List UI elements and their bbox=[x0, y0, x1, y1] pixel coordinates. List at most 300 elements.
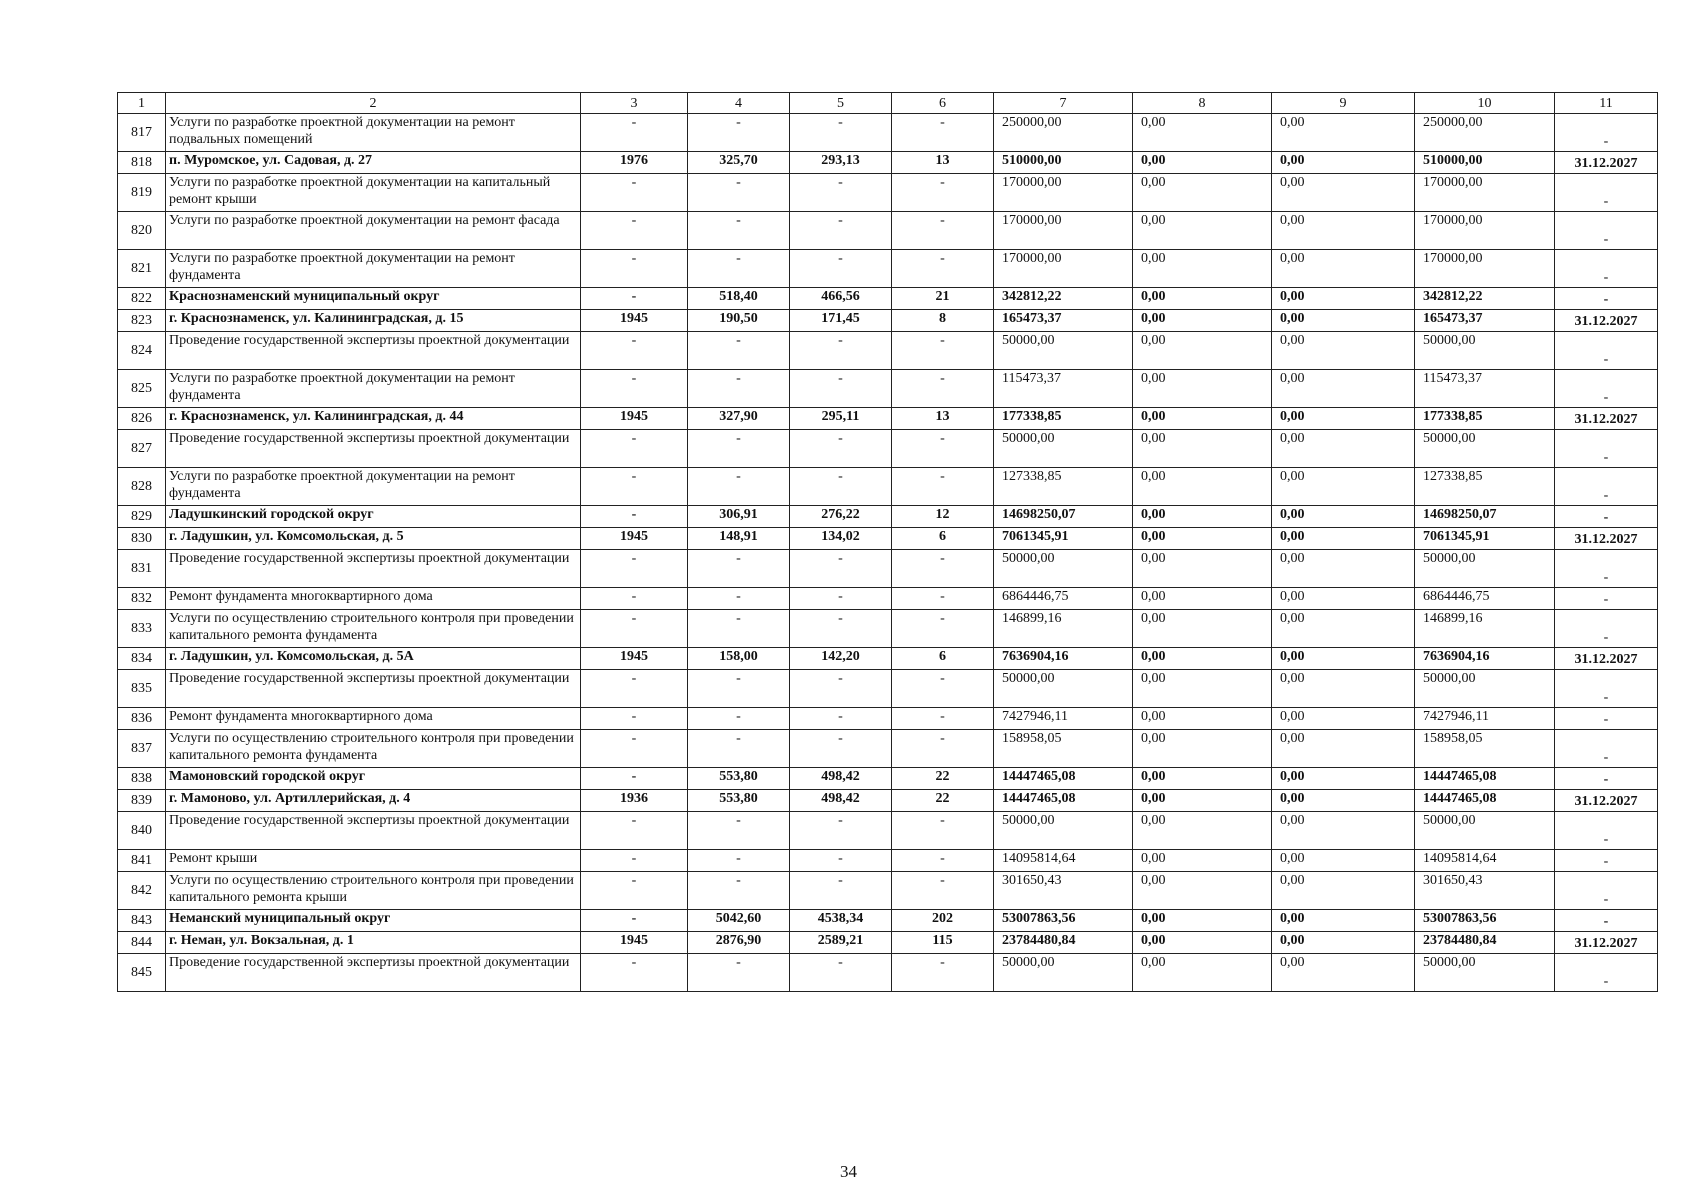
owner-cost-cell: 50000,00 bbox=[1415, 332, 1555, 370]
work-name-cell: Услуги по осуществлению строительного контроля при проведении капитального ремонта фундамента bbox=[166, 610, 581, 648]
row-number-cell: 842 bbox=[118, 872, 166, 910]
completion-date-cell: - bbox=[1555, 730, 1658, 768]
total-area-cell: 306,91 bbox=[688, 506, 790, 528]
row-number-cell: 817 bbox=[118, 114, 166, 152]
living-area-cell: - bbox=[790, 730, 892, 768]
completion-date-cell: - bbox=[1555, 812, 1658, 850]
living-area-cell: 2589,21 bbox=[790, 932, 892, 954]
table-row bbox=[118, 730, 1658, 768]
row-number-cell: 823 bbox=[118, 310, 166, 332]
row-number-cell: 827 bbox=[118, 430, 166, 468]
total-area-cell: - bbox=[688, 954, 790, 992]
header-col-6: 6 bbox=[892, 93, 994, 114]
completion-date-cell: - bbox=[1555, 954, 1658, 992]
table-row bbox=[118, 910, 1658, 932]
fund-cost-cell: 0,00 bbox=[1133, 790, 1272, 812]
owner-cost-cell: 177338,85 bbox=[1415, 408, 1555, 430]
owner-cost-cell: 14698250,07 bbox=[1415, 506, 1555, 528]
fund-cost-cell: 0,00 bbox=[1133, 708, 1272, 730]
living-area-cell: - bbox=[790, 872, 892, 910]
total-cost-cell: 23784480,84 bbox=[994, 932, 1133, 954]
budget-cost-cell: 0,00 bbox=[1272, 506, 1415, 528]
living-area-cell: - bbox=[790, 332, 892, 370]
total-area-cell: - bbox=[688, 850, 790, 872]
year-built-cell: - bbox=[581, 910, 688, 932]
fund-cost-cell: 0,00 bbox=[1133, 174, 1272, 212]
table-row bbox=[118, 250, 1658, 288]
residents-count-cell: - bbox=[892, 872, 994, 910]
total-cost-cell: 14698250,07 bbox=[994, 506, 1133, 528]
work-name-cell: Проведение государственной экспертизы проектной документации bbox=[166, 670, 581, 708]
owner-cost-cell: 301650,43 bbox=[1415, 872, 1555, 910]
completion-date-cell: - bbox=[1555, 610, 1658, 648]
row-number-cell: 824 bbox=[118, 332, 166, 370]
year-built-cell: - bbox=[581, 114, 688, 152]
budget-cost-cell: 0,00 bbox=[1272, 370, 1415, 408]
completion-date-cell: - bbox=[1555, 850, 1658, 872]
completion-date-cell: 31.12.2027 bbox=[1555, 790, 1658, 812]
budget-cost-cell: 0,00 bbox=[1272, 408, 1415, 430]
row-number-cell: 831 bbox=[118, 550, 166, 588]
living-area-cell: 4538,34 bbox=[790, 910, 892, 932]
completion-date-cell: 31.12.2027 bbox=[1555, 310, 1658, 332]
fund-cost-cell: 0,00 bbox=[1133, 768, 1272, 790]
year-built-cell: - bbox=[581, 332, 688, 370]
total-area-cell: - bbox=[688, 872, 790, 910]
owner-cost-cell: 23784480,84 bbox=[1415, 932, 1555, 954]
fund-cost-cell: 0,00 bbox=[1133, 812, 1272, 850]
table-row bbox=[118, 790, 1658, 812]
completion-date-cell: - bbox=[1555, 588, 1658, 610]
table-row bbox=[118, 430, 1658, 468]
total-cost-cell: 177338,85 bbox=[994, 408, 1133, 430]
living-area-cell: 171,45 bbox=[790, 310, 892, 332]
year-built-cell: - bbox=[581, 430, 688, 468]
living-area-cell: - bbox=[790, 670, 892, 708]
budget-cost-cell: 0,00 bbox=[1272, 152, 1415, 174]
header-col-3: 3 bbox=[581, 93, 688, 114]
table-row bbox=[118, 506, 1658, 528]
total-cost-cell: 50000,00 bbox=[994, 670, 1133, 708]
living-area-cell: - bbox=[790, 954, 892, 992]
work-name-cell: п. Муромское, ул. Садовая, д. 27 bbox=[166, 152, 581, 174]
fund-cost-cell: 0,00 bbox=[1133, 550, 1272, 588]
owner-cost-cell: 6864446,75 bbox=[1415, 588, 1555, 610]
budget-cost-cell: 0,00 bbox=[1272, 954, 1415, 992]
work-name-cell: Услуги по осуществлению строительного контроля при проведении капитального ремонта фундамента bbox=[166, 730, 581, 768]
row-number-cell: 845 bbox=[118, 954, 166, 992]
residents-count-cell: 22 bbox=[892, 768, 994, 790]
work-name-cell: Услуги по разработке проектной документации на ремонт фундамента bbox=[166, 250, 581, 288]
budget-cost-cell: 0,00 bbox=[1272, 332, 1415, 370]
total-area-cell: - bbox=[688, 370, 790, 408]
total-cost-cell: 115473,37 bbox=[994, 370, 1133, 408]
budget-cost-cell: 0,00 bbox=[1272, 670, 1415, 708]
total-cost-cell: 7636904,16 bbox=[994, 648, 1133, 670]
owner-cost-cell: 115473,37 bbox=[1415, 370, 1555, 408]
fund-cost-cell: 0,00 bbox=[1133, 588, 1272, 610]
completion-date-cell: - bbox=[1555, 114, 1658, 152]
work-name-cell: г. Мамоново, ул. Артиллерийская, д. 4 bbox=[166, 790, 581, 812]
budget-cost-cell: 0,00 bbox=[1272, 768, 1415, 790]
budget-cost-cell: 0,00 bbox=[1272, 932, 1415, 954]
table-row bbox=[118, 708, 1658, 730]
row-number-cell: 841 bbox=[118, 850, 166, 872]
total-cost-cell: 301650,43 bbox=[994, 872, 1133, 910]
row-number-cell: 844 bbox=[118, 932, 166, 954]
residents-count-cell: 202 bbox=[892, 910, 994, 932]
table-row bbox=[118, 850, 1658, 872]
work-name-cell: г. Краснознаменск, ул. Калининградская, д. 15 bbox=[166, 310, 581, 332]
completion-date-cell: 31.12.2027 bbox=[1555, 408, 1658, 430]
residents-count-cell: 13 bbox=[892, 152, 994, 174]
table-row bbox=[118, 288, 1658, 310]
work-name-cell: Ремонт фундамента многоквартирного дома bbox=[166, 708, 581, 730]
budget-cost-cell: 0,00 bbox=[1272, 610, 1415, 648]
living-area-cell: - bbox=[790, 588, 892, 610]
header-col-5: 5 bbox=[790, 93, 892, 114]
total-cost-cell: 170000,00 bbox=[994, 212, 1133, 250]
residents-count-cell: - bbox=[892, 370, 994, 408]
living-area-cell: - bbox=[790, 812, 892, 850]
fund-cost-cell: 0,00 bbox=[1133, 468, 1272, 506]
owner-cost-cell: 50000,00 bbox=[1415, 550, 1555, 588]
table-row bbox=[118, 310, 1658, 332]
row-number-cell: 836 bbox=[118, 708, 166, 730]
fund-cost-cell: 0,00 bbox=[1133, 872, 1272, 910]
year-built-cell: 1976 bbox=[581, 152, 688, 174]
total-area-cell: 553,80 bbox=[688, 768, 790, 790]
total-area-cell: - bbox=[688, 114, 790, 152]
owner-cost-cell: 165473,37 bbox=[1415, 310, 1555, 332]
fund-cost-cell: 0,00 bbox=[1133, 250, 1272, 288]
work-name-cell: Проведение государственной экспертизы проектной документации bbox=[166, 332, 581, 370]
work-name-cell: Краснознаменский муниципальный округ bbox=[166, 288, 581, 310]
living-area-cell: 293,13 bbox=[790, 152, 892, 174]
total-cost-cell: 53007863,56 bbox=[994, 910, 1133, 932]
living-area-cell: 466,56 bbox=[790, 288, 892, 310]
work-name-cell: г. Неман, ул. Вокзальная, д. 1 bbox=[166, 932, 581, 954]
owner-cost-cell: 14447465,08 bbox=[1415, 790, 1555, 812]
budget-cost-cell: 0,00 bbox=[1272, 430, 1415, 468]
completion-date-cell: - bbox=[1555, 212, 1658, 250]
budget-cost-cell: 0,00 bbox=[1272, 114, 1415, 152]
completion-date-cell: 31.12.2027 bbox=[1555, 528, 1658, 550]
completion-date-cell: - bbox=[1555, 370, 1658, 408]
living-area-cell: - bbox=[790, 370, 892, 408]
completion-date-cell: 31.12.2027 bbox=[1555, 932, 1658, 954]
total-cost-cell: 7427946,11 bbox=[994, 708, 1133, 730]
year-built-cell: - bbox=[581, 468, 688, 506]
completion-date-cell: - bbox=[1555, 872, 1658, 910]
fund-cost-cell: 0,00 bbox=[1133, 408, 1272, 430]
fund-cost-cell: 0,00 bbox=[1133, 310, 1272, 332]
table-row bbox=[118, 332, 1658, 370]
owner-cost-cell: 7636904,16 bbox=[1415, 648, 1555, 670]
total-cost-cell: 50000,00 bbox=[994, 430, 1133, 468]
table-row bbox=[118, 370, 1658, 408]
residents-count-cell: - bbox=[892, 708, 994, 730]
total-area-cell: 553,80 bbox=[688, 790, 790, 812]
total-area-cell: 158,00 bbox=[688, 648, 790, 670]
work-name-cell: Услуги по разработке проектной документации на ремонт фундамента bbox=[166, 468, 581, 506]
row-number-cell: 840 bbox=[118, 812, 166, 850]
total-area-cell: - bbox=[688, 468, 790, 506]
header-col-10: 10 bbox=[1415, 93, 1555, 114]
completion-date-cell: - bbox=[1555, 174, 1658, 212]
work-name-cell: Услуги по разработке проектной документации на ремонт фундамента bbox=[166, 370, 581, 408]
total-cost-cell: 127338,85 bbox=[994, 468, 1133, 506]
total-area-cell: - bbox=[688, 812, 790, 850]
row-number-cell: 837 bbox=[118, 730, 166, 768]
row-number-cell: 819 bbox=[118, 174, 166, 212]
total-cost-cell: 14447465,08 bbox=[994, 790, 1133, 812]
work-name-cell: Проведение государственной экспертизы проектной документации bbox=[166, 954, 581, 992]
total-area-cell: - bbox=[688, 250, 790, 288]
owner-cost-cell: 250000,00 bbox=[1415, 114, 1555, 152]
residents-count-cell: 13 bbox=[892, 408, 994, 430]
total-area-cell: 518,40 bbox=[688, 288, 790, 310]
budget-cost-cell: 0,00 bbox=[1272, 528, 1415, 550]
owner-cost-cell: 170000,00 bbox=[1415, 250, 1555, 288]
total-area-cell: - bbox=[688, 708, 790, 730]
living-area-cell: - bbox=[790, 610, 892, 648]
budget-cost-cell: 0,00 bbox=[1272, 730, 1415, 768]
table-row bbox=[118, 954, 1658, 992]
living-area-cell: - bbox=[790, 212, 892, 250]
work-name-cell: Услуги по разработке проектной документации на капитальный ремонт крыши bbox=[166, 174, 581, 212]
year-built-cell: - bbox=[581, 708, 688, 730]
fund-cost-cell: 0,00 bbox=[1133, 610, 1272, 648]
work-name-cell: Мамоновский городской округ bbox=[166, 768, 581, 790]
fund-cost-cell: 0,00 bbox=[1133, 370, 1272, 408]
row-number-cell: 843 bbox=[118, 910, 166, 932]
total-area-cell: - bbox=[688, 430, 790, 468]
year-built-cell: - bbox=[581, 954, 688, 992]
work-name-cell: Проведение государственной экспертизы проектной документации bbox=[166, 812, 581, 850]
row-number-cell: 833 bbox=[118, 610, 166, 648]
table-row bbox=[118, 648, 1658, 670]
work-name-cell: Ремонт крыши bbox=[166, 850, 581, 872]
living-area-cell: 498,42 bbox=[790, 790, 892, 812]
work-name-cell: Услуги по разработке проектной документации на ремонт фасада bbox=[166, 212, 581, 250]
completion-date-cell: - bbox=[1555, 506, 1658, 528]
fund-cost-cell: 0,00 bbox=[1133, 850, 1272, 872]
table-row bbox=[118, 114, 1658, 152]
living-area-cell: 134,02 bbox=[790, 528, 892, 550]
year-built-cell: - bbox=[581, 610, 688, 648]
living-area-cell: - bbox=[790, 174, 892, 212]
total-cost-cell: 158958,05 bbox=[994, 730, 1133, 768]
year-built-cell: - bbox=[581, 730, 688, 768]
residents-count-cell: - bbox=[892, 212, 994, 250]
column-number-header-row bbox=[118, 93, 1658, 114]
table-row bbox=[118, 152, 1658, 174]
row-number-cell: 818 bbox=[118, 152, 166, 174]
total-cost-cell: 14095814,64 bbox=[994, 850, 1133, 872]
capital-repair-table bbox=[117, 92, 1658, 992]
budget-cost-cell: 0,00 bbox=[1272, 310, 1415, 332]
residents-count-cell: 8 bbox=[892, 310, 994, 332]
year-built-cell: - bbox=[581, 250, 688, 288]
budget-cost-cell: 0,00 bbox=[1272, 872, 1415, 910]
row-number-cell: 832 bbox=[118, 588, 166, 610]
residents-count-cell: - bbox=[892, 670, 994, 708]
year-built-cell: - bbox=[581, 550, 688, 588]
living-area-cell: - bbox=[790, 468, 892, 506]
budget-cost-cell: 0,00 bbox=[1272, 468, 1415, 506]
row-number-cell: 828 bbox=[118, 468, 166, 506]
header-col-4: 4 bbox=[688, 93, 790, 114]
header-col-11: 11 bbox=[1555, 93, 1658, 114]
total-cost-cell: 50000,00 bbox=[994, 954, 1133, 992]
work-name-cell: Проведение государственной экспертизы проектной документации bbox=[166, 550, 581, 588]
residents-count-cell: 21 bbox=[892, 288, 994, 310]
table-row bbox=[118, 768, 1658, 790]
row-number-cell: 835 bbox=[118, 670, 166, 708]
owner-cost-cell: 510000,00 bbox=[1415, 152, 1555, 174]
total-cost-cell: 342812,22 bbox=[994, 288, 1133, 310]
fund-cost-cell: 0,00 bbox=[1133, 648, 1272, 670]
completion-date-cell: - bbox=[1555, 250, 1658, 288]
residents-count-cell: - bbox=[892, 610, 994, 648]
owner-cost-cell: 14447465,08 bbox=[1415, 768, 1555, 790]
fund-cost-cell: 0,00 bbox=[1133, 528, 1272, 550]
owner-cost-cell: 170000,00 bbox=[1415, 212, 1555, 250]
table-row bbox=[118, 872, 1658, 910]
year-built-cell: - bbox=[581, 850, 688, 872]
total-cost-cell: 7061345,91 bbox=[994, 528, 1133, 550]
living-area-cell: - bbox=[790, 850, 892, 872]
work-name-cell: Услуги по осуществлению строительного контроля при проведении капитального ремонта крыши bbox=[166, 872, 581, 910]
residents-count-cell: 22 bbox=[892, 790, 994, 812]
owner-cost-cell: 158958,05 bbox=[1415, 730, 1555, 768]
completion-date-cell: - bbox=[1555, 708, 1658, 730]
total-area-cell: 5042,60 bbox=[688, 910, 790, 932]
completion-date-cell: 31.12.2027 bbox=[1555, 648, 1658, 670]
budget-cost-cell: 0,00 bbox=[1272, 648, 1415, 670]
total-area-cell: - bbox=[688, 332, 790, 370]
work-name-cell: Ремонт фундамента многоквартирного дома bbox=[166, 588, 581, 610]
owner-cost-cell: 50000,00 bbox=[1415, 812, 1555, 850]
fund-cost-cell: 0,00 bbox=[1133, 212, 1272, 250]
header-col-7: 7 bbox=[994, 93, 1133, 114]
work-name-cell: г. Ладушкин, ул. Комсомольская, д. 5 bbox=[166, 528, 581, 550]
row-number-cell: 822 bbox=[118, 288, 166, 310]
fund-cost-cell: 0,00 bbox=[1133, 288, 1272, 310]
residents-count-cell: - bbox=[892, 850, 994, 872]
residents-count-cell: 12 bbox=[892, 506, 994, 528]
table-row bbox=[118, 932, 1658, 954]
budget-cost-cell: 0,00 bbox=[1272, 174, 1415, 212]
budget-cost-cell: 0,00 bbox=[1272, 588, 1415, 610]
fund-cost-cell: 0,00 bbox=[1133, 152, 1272, 174]
fund-cost-cell: 0,00 bbox=[1133, 506, 1272, 528]
completion-date-cell: - bbox=[1555, 550, 1658, 588]
completion-date-cell: - bbox=[1555, 332, 1658, 370]
total-area-cell: 325,70 bbox=[688, 152, 790, 174]
year-built-cell: - bbox=[581, 588, 688, 610]
year-built-cell: - bbox=[581, 768, 688, 790]
year-built-cell: 1945 bbox=[581, 408, 688, 430]
work-name-cell: г. Краснознаменск, ул. Калининградская, д. 44 bbox=[166, 408, 581, 430]
total-cost-cell: 50000,00 bbox=[994, 332, 1133, 370]
row-number-cell: 830 bbox=[118, 528, 166, 550]
living-area-cell: 276,22 bbox=[790, 506, 892, 528]
year-built-cell: 1945 bbox=[581, 932, 688, 954]
fund-cost-cell: 0,00 bbox=[1133, 332, 1272, 370]
residents-count-cell: - bbox=[892, 174, 994, 212]
residents-count-cell: 115 bbox=[892, 932, 994, 954]
owner-cost-cell: 50000,00 bbox=[1415, 670, 1555, 708]
owner-cost-cell: 50000,00 bbox=[1415, 430, 1555, 468]
header-col-1: 1 bbox=[118, 93, 166, 114]
work-name-cell: Неманский муниципальный округ bbox=[166, 910, 581, 932]
header-col-2: 2 bbox=[166, 93, 581, 114]
row-number-cell: 821 bbox=[118, 250, 166, 288]
year-built-cell: - bbox=[581, 812, 688, 850]
budget-cost-cell: 0,00 bbox=[1272, 910, 1415, 932]
budget-cost-cell: 0,00 bbox=[1272, 812, 1415, 850]
owner-cost-cell: 7427946,11 bbox=[1415, 708, 1555, 730]
completion-date-cell: 31.12.2027 bbox=[1555, 152, 1658, 174]
residents-count-cell: - bbox=[892, 468, 994, 506]
fund-cost-cell: 0,00 bbox=[1133, 430, 1272, 468]
year-built-cell: - bbox=[581, 670, 688, 708]
header-col-9: 9 bbox=[1272, 93, 1415, 114]
total-cost-cell: 170000,00 bbox=[994, 250, 1133, 288]
total-cost-cell: 146899,16 bbox=[994, 610, 1133, 648]
total-area-cell: - bbox=[688, 212, 790, 250]
total-cost-cell: 50000,00 bbox=[994, 550, 1133, 588]
work-name-cell: Услуги по разработке проектной документации на ремонт подвальных помещений bbox=[166, 114, 581, 152]
total-cost-cell: 250000,00 bbox=[994, 114, 1133, 152]
row-number-cell: 829 bbox=[118, 506, 166, 528]
page-number: 34 bbox=[840, 1162, 857, 1181]
residents-count-cell: - bbox=[892, 550, 994, 588]
owner-cost-cell: 170000,00 bbox=[1415, 174, 1555, 212]
completion-date-cell: - bbox=[1555, 910, 1658, 932]
total-area-cell: 148,91 bbox=[688, 528, 790, 550]
residents-count-cell: - bbox=[892, 588, 994, 610]
residents-count-cell: - bbox=[892, 332, 994, 370]
table-row bbox=[118, 812, 1658, 850]
completion-date-cell: - bbox=[1555, 670, 1658, 708]
owner-cost-cell: 127338,85 bbox=[1415, 468, 1555, 506]
living-area-cell: - bbox=[790, 250, 892, 288]
table-row bbox=[118, 212, 1658, 250]
table-row bbox=[118, 610, 1658, 648]
living-area-cell: - bbox=[790, 114, 892, 152]
owner-cost-cell: 342812,22 bbox=[1415, 288, 1555, 310]
work-name-cell: г. Ладушкин, ул. Комсомольская, д. 5А bbox=[166, 648, 581, 670]
year-built-cell: - bbox=[581, 872, 688, 910]
total-area-cell: - bbox=[688, 174, 790, 212]
residents-count-cell: 6 bbox=[892, 648, 994, 670]
table-row bbox=[118, 550, 1658, 588]
work-name-cell: Проведение государственной экспертизы проектной документации bbox=[166, 430, 581, 468]
total-area-cell: - bbox=[688, 730, 790, 768]
residents-count-cell: - bbox=[892, 430, 994, 468]
completion-date-cell: - bbox=[1555, 288, 1658, 310]
table-row bbox=[118, 588, 1658, 610]
total-cost-cell: 50000,00 bbox=[994, 812, 1133, 850]
residents-count-cell: - bbox=[892, 730, 994, 768]
total-cost-cell: 14447465,08 bbox=[994, 768, 1133, 790]
work-name-cell: Ладушкинский городской округ bbox=[166, 506, 581, 528]
row-number-cell: 838 bbox=[118, 768, 166, 790]
year-built-cell: - bbox=[581, 288, 688, 310]
